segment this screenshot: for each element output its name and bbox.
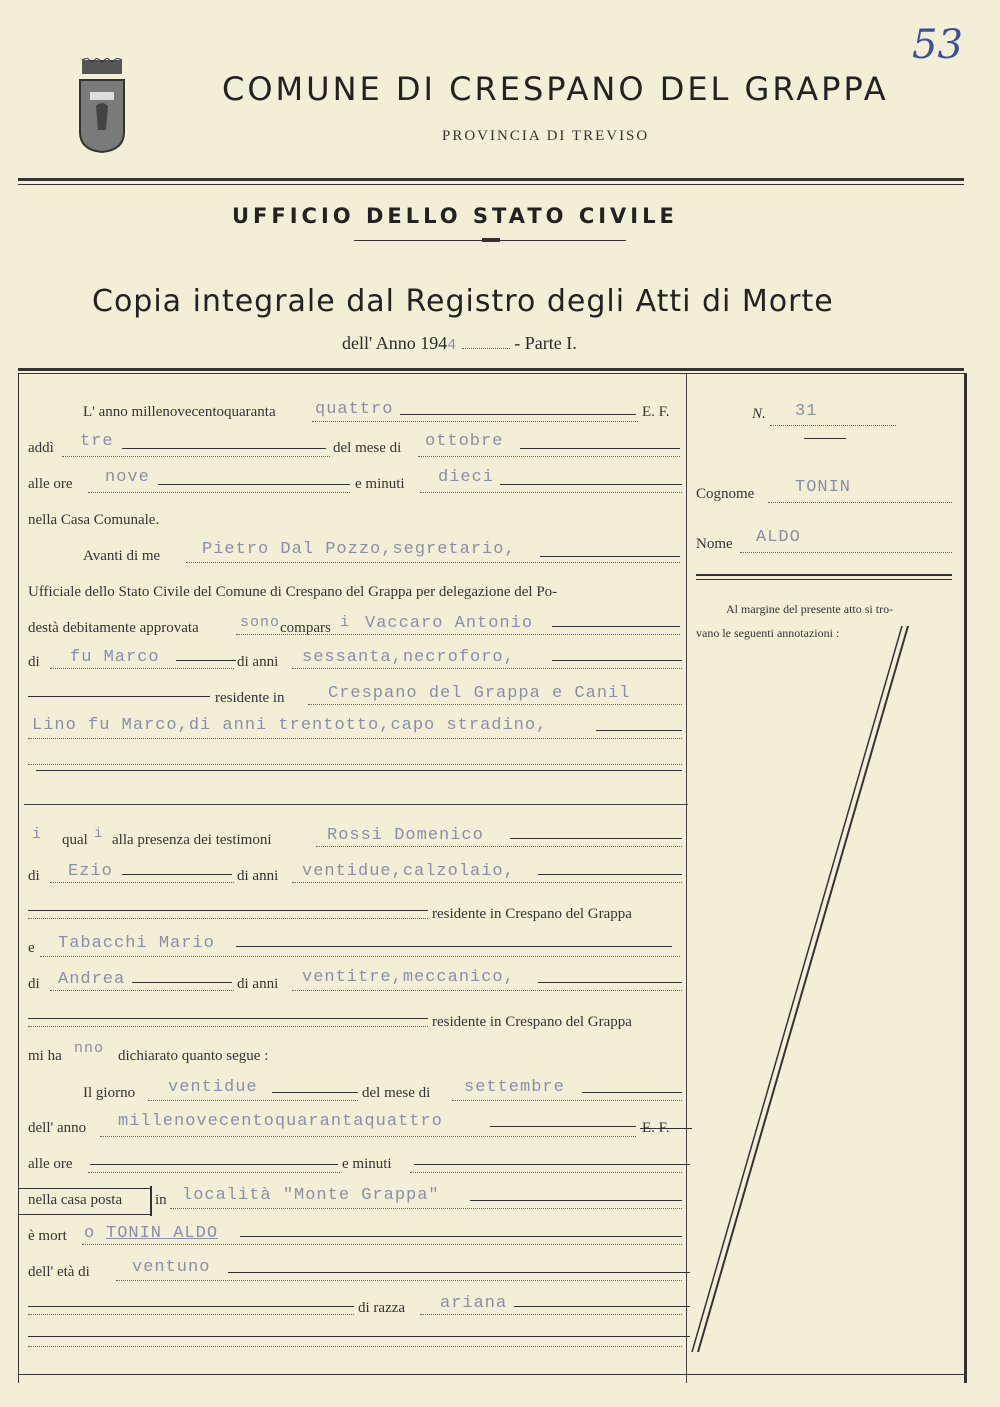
text-minuti-2: e minuti <box>342 1156 392 1172</box>
text-ore: alle ore <box>28 476 73 492</box>
nome-label: Nome <box>696 536 733 552</box>
value-eta-1: sessanta,necroforo, <box>302 648 515 667</box>
value-qual-prefix: i <box>32 826 43 843</box>
text-minuti: e minuti <box>355 476 405 492</box>
value-dichiarante-1: Vaccaro Antonio <box>365 614 534 633</box>
value-testimone-2: Tabacchi Mario <box>58 934 215 953</box>
text-mese-2: del mese di <box>362 1085 431 1101</box>
value-compars-suffix: i <box>340 614 351 631</box>
annotations-line-2: vano le seguenti annotazioni : <box>696 626 840 640</box>
text-addi: addì <box>28 440 54 456</box>
anno-line: dell' Anno 1944 - Parte I. <box>342 333 577 354</box>
text-ef-1: E. F. <box>642 404 670 420</box>
value-qual-suffix: i <box>94 826 104 842</box>
value-padre-1: fu Marco <box>70 648 160 667</box>
copia-heading: Copia integrale dal Registro degli Atti di Morte <box>92 284 834 319</box>
value-giorno-morte: ventidue <box>168 1078 258 1097</box>
n-value: 31 <box>795 402 818 421</box>
value-mese: ottobre <box>425 432 504 451</box>
text-ufficiale-stato-civile: Ufficiale dello Stato Civile del Comune di Crespano del Grappa per delegazione del Po- <box>28 584 558 600</box>
text-e: e <box>28 940 35 956</box>
text-eta: dell' età di <box>28 1264 90 1280</box>
value-testimone-1: Rossi Domenico <box>327 826 484 845</box>
cognome-value: TONIN <box>795 478 852 497</box>
value-eta-testimone-2: ventitre,meccanico, <box>302 968 515 987</box>
ufficio-heading: UFFICIO DELLO STATO CIVILE <box>232 204 678 228</box>
text-mi-ha: mi ha <box>28 1048 62 1064</box>
text-di-2: di <box>28 868 40 884</box>
text-di-1: di <box>28 654 40 670</box>
page-number: 53 <box>912 22 963 68</box>
text-razza: di razza <box>358 1300 406 1316</box>
text-podesta: destà debitamente approvata <box>28 620 199 636</box>
text-anni-1: di anni <box>237 654 279 670</box>
value-minuti: dieci <box>438 468 495 487</box>
value-ufficiale: Pietro Dal Pozzo,segretario, <box>202 540 516 559</box>
text-casa-posta: nella casa posta <box>28 1192 123 1208</box>
text-e-morto: è mort <box>28 1228 67 1244</box>
value-anno: quattro <box>315 400 394 419</box>
text-ef-2: E. F. <box>642 1120 670 1136</box>
value-residenza-1: Crespano del Grappa e Canil <box>328 684 631 703</box>
n-label: N. <box>752 406 766 422</box>
text-anno: L' anno millenovecentoquaranta <box>83 404 276 420</box>
text-in: in <box>155 1192 167 1208</box>
value-mese-morte: settembre <box>464 1078 565 1097</box>
text-di-3: di <box>28 976 40 992</box>
value-morto-suffix: o <box>84 1224 96 1243</box>
value-luogo-morte: località "Monte Grappa" <box>182 1186 440 1205</box>
text-compars: compars <box>280 620 331 636</box>
cancel-stroke <box>690 620 920 1360</box>
text-anno-2: dell' anno <box>28 1120 87 1136</box>
annotations-line-1: Al margine del presente atto si tro- <box>726 602 894 616</box>
value-nno: nno <box>74 1040 105 1057</box>
value-dichiarante-2: Lino fu Marco,di anni trentotto,capo stradino, <box>32 716 548 735</box>
value-ore: nove <box>105 468 150 487</box>
text-residente-2: residente in Crespano del Grappa <box>432 906 632 922</box>
value-padre-testimone-2: Andrea <box>58 970 126 989</box>
text-residente-3: residente in Crespano del Grappa <box>432 1014 632 1030</box>
text-casa-comunale: nella Casa Comunale. <box>28 512 160 528</box>
value-eta-testimone-1: ventidue,calzolaio, <box>302 862 515 881</box>
value-razza: ariana <box>440 1294 508 1313</box>
text-avanti: Avanti di me <box>83 548 161 564</box>
value-eta-defunto: ventuno <box>132 1258 211 1277</box>
nome-value: ALDO <box>756 528 801 547</box>
value-padre-testimone-1: Ezio <box>68 862 113 881</box>
text-residente-1: residente in <box>215 690 285 706</box>
text-ore-2: alle ore <box>28 1156 73 1172</box>
provincia-subtitle: PROVINCIA DI TREVISO <box>442 128 650 144</box>
text-anni-3: di anni <box>237 976 279 992</box>
text-dichiarato: dichiarato quanto segue : <box>118 1048 269 1064</box>
text-anni-2: di anni <box>237 868 279 884</box>
text-testimoni: alla presenza dei testimoni <box>112 832 272 848</box>
coat-of-arms-icon <box>76 58 128 154</box>
comune-title: COMUNE DI CRESPANO DEL GRAPPA <box>222 70 889 108</box>
cognome-label: Cognome <box>696 486 755 502</box>
value-anno-morte: millenovecentoquarantaquattro <box>118 1112 443 1131</box>
value-giorno: tre <box>80 432 114 451</box>
text-il-giorno: Il giorno <box>83 1085 136 1101</box>
text-mese: del mese di <box>333 440 402 456</box>
value-sono: sono <box>240 614 281 631</box>
text-qual: qual <box>62 832 88 848</box>
value-defunto: TONIN ALDO <box>106 1224 219 1243</box>
